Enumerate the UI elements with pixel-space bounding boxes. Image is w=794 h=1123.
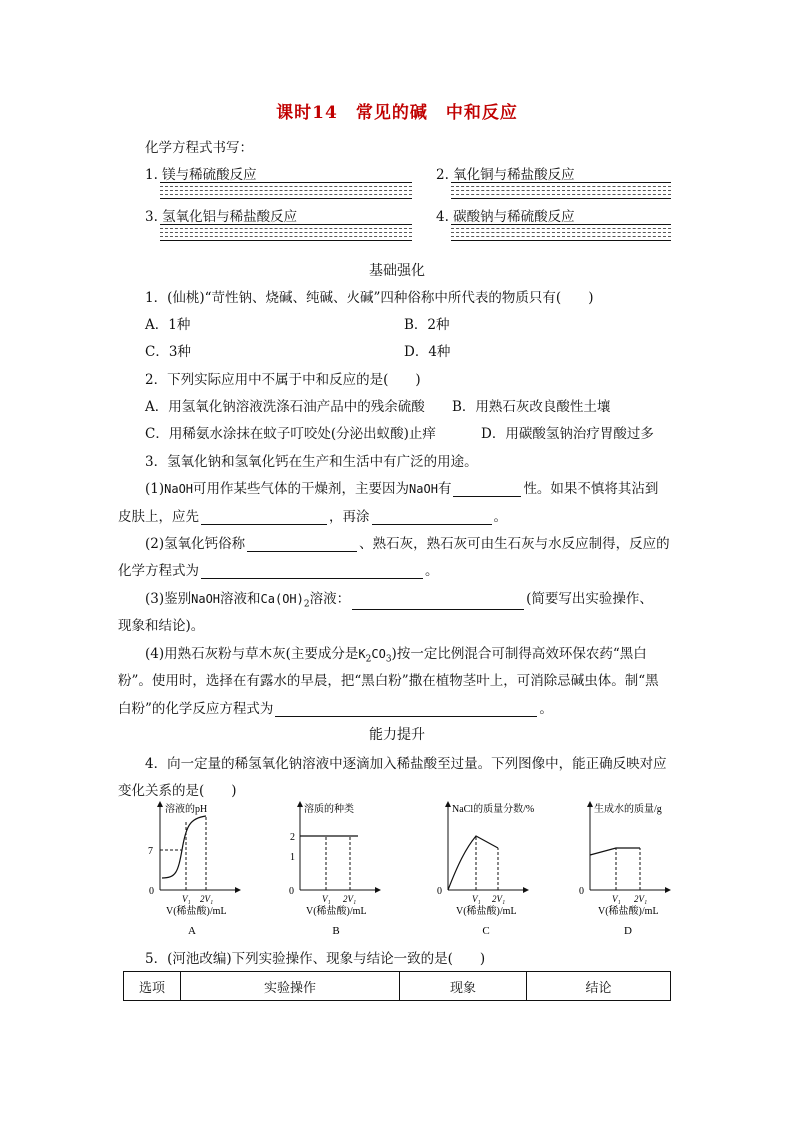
q3-p1-text: 有 xyxy=(437,481,452,497)
q1-option-c: C．3种 xyxy=(145,344,191,360)
chart-a-label: A xyxy=(188,925,196,937)
chart-d xyxy=(579,802,670,937)
q3-part3-line2: 现象和结论)。 xyxy=(118,618,205,634)
q3-stem: 3．氢氧化钠和氢氧化钙在生产和生活中有广泛的用途。 xyxy=(145,454,478,470)
answer-line xyxy=(451,232,671,233)
chart-d-xlabel: V(稀盐酸)/mL xyxy=(598,906,659,917)
answer-line xyxy=(451,186,671,187)
answer-line xyxy=(160,240,412,241)
equation-item-2: 2. 氧化铜与稀盐酸反应 xyxy=(436,167,575,183)
table-header-cell: 实验操作 xyxy=(181,972,400,1001)
answer-line[interactable] xyxy=(160,182,412,183)
chart-a-ph-curve xyxy=(162,816,206,878)
q3-part1-line1 xyxy=(145,477,658,497)
q2-option-d: D．用碳酸氢钠治疗胃酸过多 xyxy=(481,426,654,442)
chart-c-origin: 0 xyxy=(437,886,442,897)
answer-line xyxy=(160,228,412,229)
chart-d-origin: 0 xyxy=(579,886,584,897)
chart-b xyxy=(289,802,380,937)
chart-b-xtick-v1: V₁ xyxy=(322,894,331,904)
section-advanced-heading: 能力提升 xyxy=(369,727,425,743)
answer-line[interactable] xyxy=(451,182,671,183)
q3-p3-text: (3)鉴别 xyxy=(145,591,192,607)
answer-line xyxy=(160,236,412,237)
q2-option-b: B．用熟石灰改良酸性土壤 xyxy=(452,399,611,415)
q3-p3-text: (简要写出实验操作、 xyxy=(526,591,653,607)
q2-option-a: A．用氢氧化钠溶液洗涤石油产品中的残余硫酸 xyxy=(145,399,425,415)
chart-d-label: D xyxy=(624,925,632,937)
q3-part4-line2: 粉”。使用时，选择在有露水的早晨，把“黑白粉”撒在植物茎叶上，可消除忌碱虫体。制“黑 xyxy=(118,673,659,689)
answer-line xyxy=(160,194,412,195)
equation-item-3: 3. 氢氧化铝与稀盐酸反应 xyxy=(145,209,298,225)
table-header-cell: 结论 xyxy=(527,972,671,1001)
q1-option-b: B．2种 xyxy=(404,317,450,333)
lesson-subtopic: 中和反应 xyxy=(445,103,518,123)
chart-a-ytick-7: 7 xyxy=(148,846,153,857)
q3-part2-line2 xyxy=(118,559,439,579)
answer-blank[interactable] xyxy=(201,564,423,579)
q3-part4-line1 xyxy=(145,642,647,665)
formula-subscript: 3 xyxy=(385,654,392,665)
chart-d-ylabel: 生成水的质量/g xyxy=(594,804,662,815)
q3-p4-text: 。 xyxy=(539,701,553,717)
q3-p2-text: 、熟石灰，熟石灰可由生石灰与水反应制得，反应的 xyxy=(359,536,670,552)
formula-caoh2: Ca(OH) xyxy=(260,592,304,606)
q3-part1-line2 xyxy=(118,505,507,525)
answer-blank[interactable] xyxy=(247,537,357,552)
answer-line xyxy=(451,198,671,199)
answer-line xyxy=(160,198,412,199)
q3-p3-text: 溶液： xyxy=(309,591,351,607)
chart-a-xtick-v1: V₁ xyxy=(182,894,191,904)
answer-line xyxy=(451,240,671,241)
answer-line xyxy=(160,186,412,187)
answer-line xyxy=(160,232,412,233)
chart-a-origin: 0 xyxy=(149,886,154,897)
q3-p1-text: 。 xyxy=(493,509,507,525)
answer-blank[interactable] xyxy=(275,702,537,717)
chart-a xyxy=(148,802,240,937)
q4-stem-line2: 变化关系的是( ) xyxy=(118,783,237,799)
equation-item-1: 1. 镁与稀硫酸反应 xyxy=(145,167,257,183)
answer-line xyxy=(451,228,671,229)
q3-p2-text: 。 xyxy=(425,563,439,579)
page-title xyxy=(0,98,794,123)
formula-naoh: NaOH xyxy=(409,482,438,496)
formula-naoh: NaOH xyxy=(164,482,194,496)
chart-c-label: C xyxy=(482,925,490,937)
equation-item-4: 4. 碳酸钠与稀硫酸反应 xyxy=(436,209,575,225)
answer-line xyxy=(160,190,412,191)
q3-part2-line1 xyxy=(145,532,670,552)
q4-stem-line1: 4．向一定量的稀氢氧化钠溶液中逐滴加入稀盐酸至过量。下列图像中，能正确反映对应 xyxy=(145,756,667,772)
chart-b-ytick-2: 2 xyxy=(290,832,295,843)
answer-blank[interactable] xyxy=(201,510,327,525)
q3-p4-text: )按一定比例混合可制得高效环保农药“黑白 xyxy=(391,646,647,662)
chart-d-series-line xyxy=(590,848,640,855)
q3-p1-text: 可用作某些气体的干燥剂，主要因为 xyxy=(193,481,410,497)
q5-table xyxy=(123,971,671,1001)
equations-heading: 化学方程式书写： xyxy=(145,140,253,156)
lesson-topic: 常见的碱 xyxy=(355,103,428,123)
q3-p1-label: (1) xyxy=(145,481,165,497)
formula-naoh: NaOH xyxy=(191,592,221,606)
answer-blank[interactable] xyxy=(352,595,524,610)
q3-p2-text: 化学方程式为 xyxy=(118,563,199,579)
answer-line xyxy=(451,190,671,191)
chart-c-ylabel: NaCl的质量分数/% xyxy=(452,804,535,815)
q3-part4-line3 xyxy=(118,697,553,717)
chart-a-xlabel: V(稀盐酸)/mL xyxy=(166,906,227,917)
q3-p4-text: (4)用熟石灰粉与草木灰(主要成分是 xyxy=(145,646,359,662)
answer-blank[interactable] xyxy=(372,510,492,525)
chart-c-xlabel: V(稀盐酸)/mL xyxy=(456,906,517,917)
formula-k2co3: K xyxy=(358,647,366,661)
lesson-number: 课时14 xyxy=(276,103,338,123)
chart-b-ylabel: 溶质的种类 xyxy=(304,804,354,815)
q3-part3-line1 xyxy=(145,587,653,610)
chart-a-xtick-2v1: 2V₁ xyxy=(200,894,214,904)
section-basic-heading: 基础强化 xyxy=(369,263,425,279)
formula-subscript: 2 xyxy=(303,599,310,610)
chart-b-xlabel: V(稀盐酸)/mL xyxy=(306,906,367,917)
chart-b-ytick-1: 1 xyxy=(290,852,295,863)
q5-stem: 5．(河池改编)下列实验操作、现象与结论一致的是( ) xyxy=(145,951,486,967)
q3-p3-text: 溶液和 xyxy=(220,591,261,607)
answer-blank[interactable] xyxy=(453,482,521,497)
q1-option-d: D．4种 xyxy=(404,344,451,360)
table-header-cell: 选项 xyxy=(124,972,181,1001)
q1-option-a: A．1种 xyxy=(145,317,191,333)
q3-p1-text: 皮肤上，应先 xyxy=(118,509,199,525)
chart-d-xtick-2v1: 2V₁ xyxy=(634,894,648,904)
answer-line xyxy=(451,236,671,237)
q3-p1-text: ，再涂 xyxy=(329,509,370,525)
chart-c xyxy=(437,802,534,937)
q4-charts xyxy=(140,798,700,940)
q2-option-c: C．用稀氨水涂抹在蚊子叮咬处(分泌出蚁酸)止痒 xyxy=(145,426,436,442)
q3-p1-text: 性。如果不慎将其沾到 xyxy=(523,481,659,497)
chart-d-xtick-v1: V₁ xyxy=(612,894,621,904)
chart-c-xtick-2v1: 2V₁ xyxy=(492,894,506,904)
answer-line[interactable] xyxy=(160,224,412,225)
formula-k2co3: CO xyxy=(371,647,386,661)
formula-subscript: 2 xyxy=(365,654,372,665)
chart-a-ylabel: 溶液的pH xyxy=(165,804,208,815)
table-header-cell: 现象 xyxy=(400,972,527,1001)
q2-stem: 2．下列实际应用中不属于中和反应的是( ) xyxy=(145,372,421,388)
chart-b-xtick-2v1: 2V₁ xyxy=(343,894,357,904)
chart-c-series-line xyxy=(448,836,498,890)
q1-stem: 1．(仙桃)“苛性钠、烧碱、纯碱、火碱”四种俗称中所代表的物质只有( ) xyxy=(145,290,594,306)
answer-line xyxy=(451,194,671,195)
chart-b-label: B xyxy=(332,925,340,937)
answer-line[interactable] xyxy=(451,224,671,225)
table-header-row xyxy=(124,972,671,1001)
chart-c-xtick-v1: V₁ xyxy=(472,894,481,904)
q3-p4-text: 白粉”的化学反应方程式为 xyxy=(118,701,274,717)
q3-p2-text: (2)氢氧化钙俗称 xyxy=(145,536,246,552)
chart-b-origin: 0 xyxy=(289,886,294,897)
